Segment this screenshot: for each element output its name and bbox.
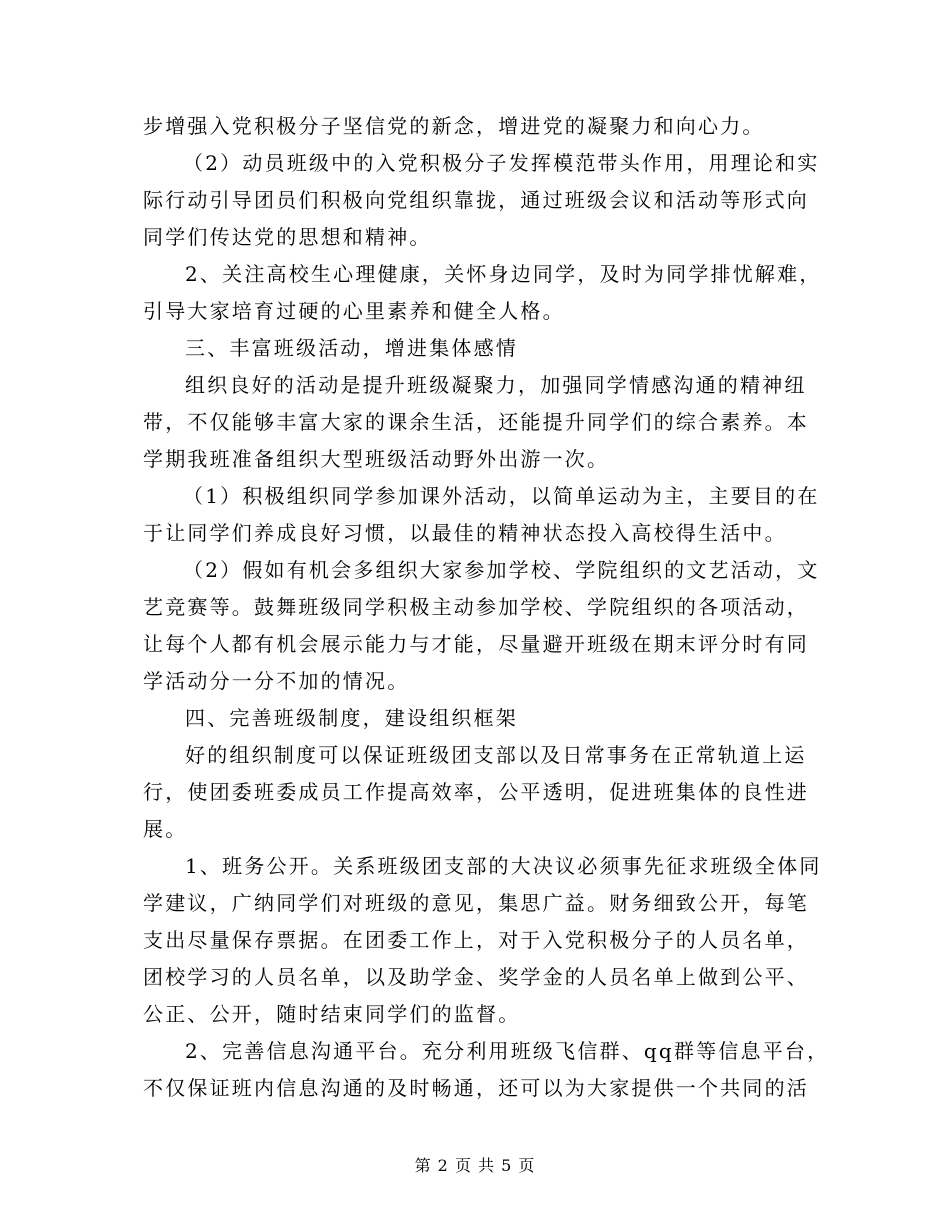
text-line: （2）假如有机会多组织大家参加学校、学院组织的文艺活动，文 (183, 558, 820, 582)
text-line: 学建议，广纳同学们对班级的意见，集思广益。财务细致公开，每笔 (143, 891, 809, 915)
text-line: 让每个人都有机会展示能力与才能，尽量避开班级在期末评分时有同 (143, 632, 809, 656)
text-line: 1、班务公开。关系班级团支部的大决议必须事先征求班级全体同 (185, 854, 822, 878)
page-footer: 第 2 页 共 5 页 (414, 1156, 536, 1175)
section-heading: 三、丰富班级活动，增进集体感情 (185, 336, 518, 360)
text-line: 公正、公开，随时结束同学们的监督。 (143, 1002, 521, 1026)
text-line: （1）积极组织同学参加课外活动，以简单运动为主，主要目的在 (183, 484, 820, 508)
text-line: 于让同学们养成良好习惯，以最佳的精神状态投入高校得生活中。 (143, 521, 787, 545)
section-heading: 四、完善班级制度，建设组织框架 (185, 706, 518, 730)
text-line: 学活动分一分不加的情况。 (143, 669, 410, 693)
text-line: 团校学习的人员名单，以及助学金、奖学金的人员名单上做到公平、 (143, 965, 809, 989)
text-line: 学期我班准备组织大型班级活动野外出游一次。 (143, 447, 610, 471)
text-line: 步增强入党积极分子坚信党的新念，增进党的凝聚力和向心力。 (143, 114, 765, 138)
text-line: 好的组织制度可以保证班级团支部以及日常事务在正常轨道上运 (185, 743, 807, 767)
text-line: 引导大家培育过硬的心里素养和健全人格。 (143, 299, 565, 323)
text-line: 2、关注高校生心理健康，关怀身边同学，及时为同学排忧解难， (185, 262, 822, 286)
text-line: 艺竞赛等。鼓舞班级同学积极主动参加学校、学院组织的各项活动， (143, 595, 809, 619)
text-line: 2、完善信息沟通平台。充分利用班级飞信群、qq群等信息平台， (185, 1039, 830, 1063)
text-line: 带，不仅能够丰富大家的课余生活，还能提升同学们的综合素养。本 (143, 410, 809, 434)
text-line: 际行动引导团员们积极向党组织靠拢，通过班级会议和活动等形式向 (143, 188, 809, 212)
text-line: 同学们传达党的思想和精神。 (143, 225, 432, 249)
text-line: 行，使团委班委成员工作提高效率，公平透明，促进班集体的良性进 (143, 780, 809, 804)
text-line: 支出尽量保存票据。在团委工作上，对于入党积极分子的人员名单， (143, 928, 809, 952)
text-line: 不仅保证班内信息沟通的及时畅通，还可以为大家提供一个共同的活 (143, 1076, 809, 1100)
text-line: 组织良好的活动是提升班级凝聚力，加强同学情感沟通的精神纽 (185, 373, 807, 397)
body-text (143, 108, 830, 1107)
text-line: （2）动员班级中的入党积极分子发挥模范带头作用，用理论和实 (183, 151, 820, 175)
text-line: 展。 (143, 817, 188, 841)
